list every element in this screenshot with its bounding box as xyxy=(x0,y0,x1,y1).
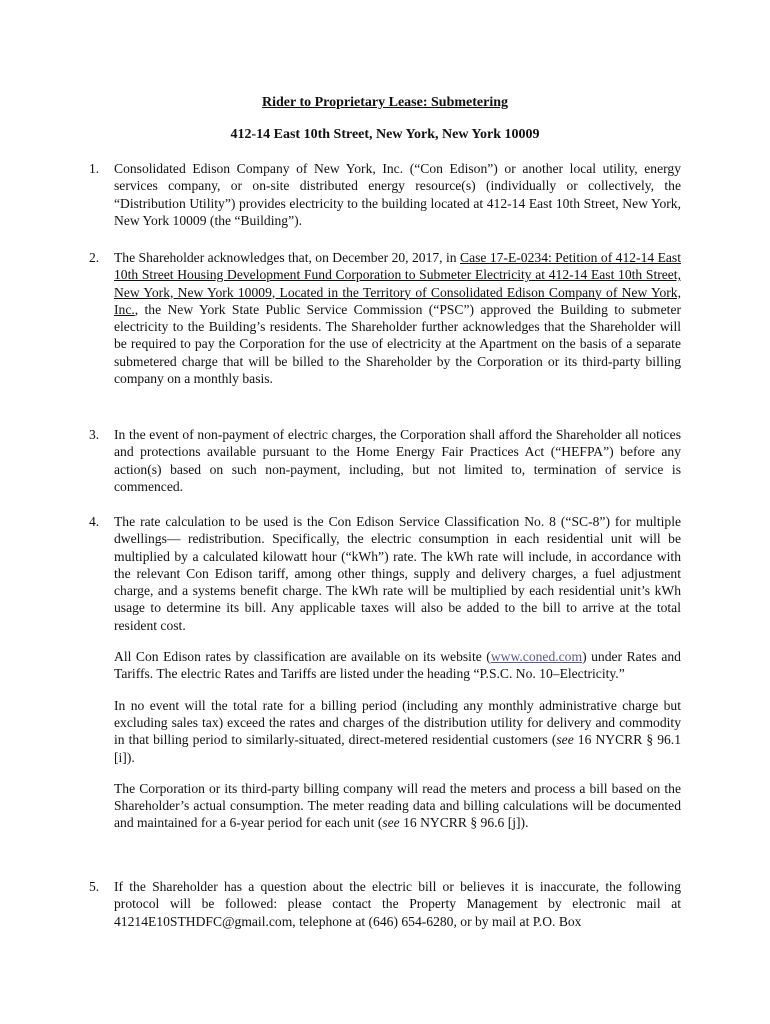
item-number: 2. xyxy=(89,250,100,265)
paragraph-rate-cap: In no event will the total rate for a billing period (including any monthly administrative charge but excluding sales tax) exceed the rates and charges of the distribution utility for delivery and commodity in that billing period to similarly-situated, direct-metered residential customers (see 16 NYCRR § 96.1 [i]). xyxy=(114,697,682,765)
list-item-2 xyxy=(89,249,681,387)
paragraph-meter-reading: The Corporation or its third-party billing company will read the meters and process a bill based on the Shareholder’s actual consumption. The meter reading data and billing calculations will be documented and maintained for a 6-year period for each unit (see 16 NYCRR § 96.6 [j]). xyxy=(114,780,681,831)
list-item-1 xyxy=(89,160,681,229)
item-text: In the event of non-payment of electric charges, the Corporation shall afford the Shareholder all notices and protections available pursuant to the Home Energy Fair Practices Act (“HEFPA”) before any action(s) based on such non-payment, including, but not limited to, termination of service is commenced. xyxy=(114,427,681,494)
item-text: If the Shareholder has a question about the electric bill or believes it is inaccurate, the following protocol will be followed: please contact the Property Management by electronic mail at 41214E10STHDFC@gmail.com, telephone at (646) 654-6280, or by mail at P.O. Box xyxy=(114,879,681,929)
paragraph-website: All Con Edison rates by classification are available on its website (www.coned.com) under Rates and Tariffs. The electric Rates and Tariffs are listed under the heading “P.S.C. No. 10–Electricity.” xyxy=(114,649,681,682)
property-address: 412-14 East 10th Street, New York, New York 10009 xyxy=(230,127,540,142)
list-item-4 xyxy=(89,513,681,832)
list-item-5 xyxy=(89,878,681,930)
item-text: The Shareholder acknowledges that, on December 20, 2017, in Case 17-E-0234: Petition of 412-14 East 10th Street Housing Development Fund Corporation to Submeter Electricity at 412-14 East 10th Street, New York, New York 10009, Located in the Territory of Consolidated Edison Company of New York, Inc., the New York State Public Service Commission (“PSC”) approved the Building to submeter electricity to the Building’s residents. The Shareholder further acknowledges that the Shareholder will be required to pay the Corporation for the use of electricity at the Apartment on the basis of a separate submetered charge that will be billed to the Shareholder by the Corporation or its third-party billing company on a monthly basis. xyxy=(114,250,681,387)
paragraph-rate-calculation: The rate calculation to be used is the Con Edison Service Classification No. 8 (“SC-8”) for multiple dwellings— redistribution. Specifically, the electric consumption in each residential unit will be multiplied by a calculated kilowatt hour (“kWh”) rate. The kWh rate will include, in accordance with the relevant Con Edison tariff, among other things, supply and delivery charges, a fuel adjustment charge, and a systems benefit charge. The kWh rate will be multiplied by each residential unit’s kWh usage to determine its bill. Any applicable taxes will also be added to the bill to arrive at the total resident cost. xyxy=(114,514,681,633)
item-number: 1. xyxy=(89,161,100,176)
list-item-3 xyxy=(89,426,681,495)
coned-website-link[interactable]: www.coned.com xyxy=(490,649,583,665)
item-number: 3. xyxy=(89,427,100,442)
item-number: 5. xyxy=(89,879,100,894)
case-reference: Case 17-E-0234: Petition of 412-14 East 10th Street Housing Development Fund Corporation to Submeter Electricity at 412-14 East 10th Street, New York, New York 10009, Located in the Territory of Consolidated Edison Company of New York, Inc. xyxy=(114,250,681,317)
document-title: Rider to Proprietary Lease: Submetering xyxy=(262,95,508,110)
item-text xyxy=(114,513,681,832)
item-text: Consolidated Edison Company of New York, Inc. (“Con Edison”) or another local utility, energy services company, or on-site distributed energy resource(s) (individually or collectively, the “Distribution Utility”) provides electricity to the building located at 412-14 East 10th Street, New York, New York 10009 (the “Building”). xyxy=(114,161,681,228)
item-number: 4. xyxy=(89,514,100,529)
